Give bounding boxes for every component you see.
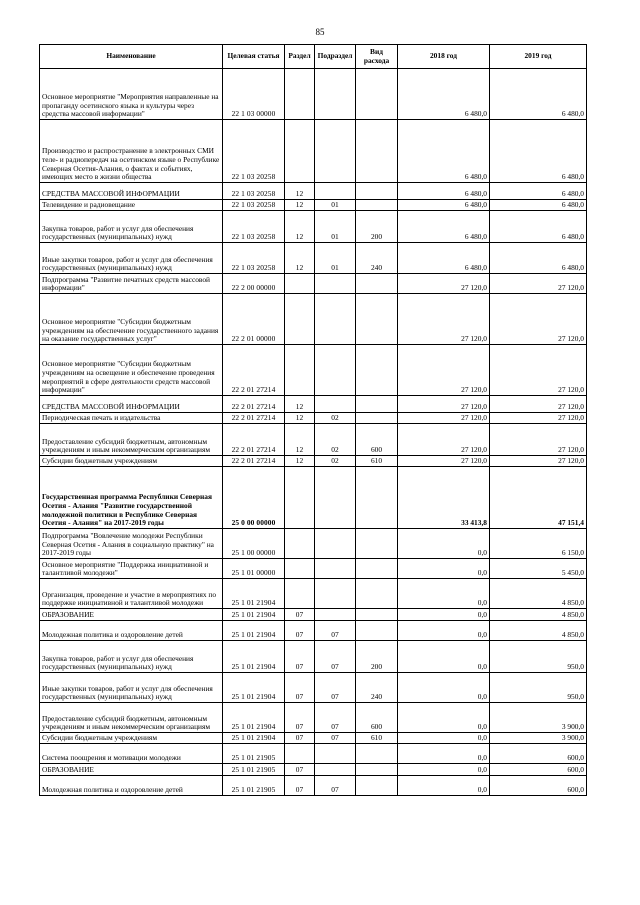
row-name: ОБРАЗОВАНИЕ <box>40 764 223 776</box>
row-subsection <box>315 744 356 764</box>
row-name: Организация, проведение и участие в мероприятиях по поддержке инициативной и талантливой молодежи <box>40 579 223 609</box>
row-target-article: 25 1 01 21904 <box>223 703 285 733</box>
row-name: Закупка товаров, работ и услуг для обеспечения государственных (муниципальных) нужд <box>40 641 223 673</box>
row-value-2019: 27 120,0 <box>490 413 587 424</box>
row-subsection: 02 <box>315 413 356 424</box>
row-section: 07 <box>285 641 315 673</box>
row-expense-type <box>356 467 398 529</box>
row-target-article: 25 1 01 00000 <box>223 559 285 579</box>
row-value-2018: 27 120,0 <box>398 456 490 467</box>
row-name: Подпрограмма "Развитие печатных средств массовой информации" <box>40 274 223 294</box>
row-subsection: 01 <box>315 200 356 211</box>
row-expense-type: 200 <box>356 641 398 673</box>
row-target-article: 25 1 01 21904 <box>223 609 285 621</box>
row-name: Молодежная политика и оздоровление детей <box>40 621 223 641</box>
row-section: 07 <box>285 673 315 703</box>
row-expense-type <box>356 609 398 621</box>
table-row <box>40 345 587 396</box>
row-value-2019: 27 120,0 <box>490 274 587 294</box>
header-year-2018: 2018 год <box>398 45 490 69</box>
row-value-2018: 6 480,0 <box>398 200 490 211</box>
row-name: Субсидии бюджетным учреждениям <box>40 733 223 744</box>
row-target-article: 22 2 00 00000 <box>223 274 285 294</box>
row-name: Телевидение и радиовещание <box>40 200 223 211</box>
row-target-article: 22 1 03 00000 <box>223 69 285 120</box>
row-expense-type: 600 <box>356 424 398 456</box>
row-value-2018: 6 480,0 <box>398 183 490 200</box>
row-expense-type <box>356 776 398 796</box>
row-target-article: 25 1 01 21904 <box>223 579 285 609</box>
row-name: Закупка товаров, работ и услуг для обеспечения государственных (муниципальных) нужд <box>40 211 223 243</box>
table-row <box>40 211 587 243</box>
table-row <box>40 703 587 733</box>
row-section: 07 <box>285 703 315 733</box>
row-target-article: 25 1 01 21905 <box>223 744 285 764</box>
row-subsection <box>315 559 356 579</box>
row-subsection <box>315 183 356 200</box>
row-value-2019: 600,0 <box>490 744 587 764</box>
row-section: 12 <box>285 183 315 200</box>
row-value-2019: 47 151,4 <box>490 467 587 529</box>
table-body <box>40 69 587 796</box>
row-name: ОБРАЗОВАНИЕ <box>40 609 223 621</box>
row-target-article: 22 2 01 00000 <box>223 294 285 345</box>
row-subsection <box>315 274 356 294</box>
table-row <box>40 579 587 609</box>
row-subsection: 07 <box>315 776 356 796</box>
row-section: 12 <box>285 424 315 456</box>
row-section: 12 <box>285 396 315 413</box>
row-target-article: 25 1 01 21904 <box>223 673 285 703</box>
row-expense-type <box>356 120 398 183</box>
budget-table <box>39 44 587 796</box>
row-target-article: 22 2 01 27214 <box>223 456 285 467</box>
row-value-2018: 0,0 <box>398 776 490 796</box>
row-name: Подпрограмма "Вовлечение молодежи Республики Северная Осетия - Алания в социальную практику" на 2017-2019 годы <box>40 529 223 559</box>
table-row <box>40 764 587 776</box>
row-section <box>285 274 315 294</box>
row-value-2018: 0,0 <box>398 733 490 744</box>
row-value-2019: 3 900,0 <box>490 733 587 744</box>
table-row <box>40 609 587 621</box>
row-value-2019: 600,0 <box>490 764 587 776</box>
row-name: Государственная программа Республики Северная Осетия - Алания "Развитие государственной молодежной политики в Республике Северная Осетия - Алания" на 2017-2019 годы <box>40 467 223 529</box>
row-section: 12 <box>285 456 315 467</box>
row-value-2018: 0,0 <box>398 621 490 641</box>
table-row <box>40 396 587 413</box>
table-row <box>40 200 587 211</box>
row-name: Иные закупки товаров, работ и услуг для обеспечения государственных (муниципальных) нужд <box>40 243 223 274</box>
row-name: Основное мероприятие "Поддержка инициативной и талантливой молодежи" <box>40 559 223 579</box>
row-target-article: 22 2 01 27214 <box>223 345 285 396</box>
row-expense-type <box>356 294 398 345</box>
row-subsection <box>315 609 356 621</box>
row-value-2018: 6 480,0 <box>398 243 490 274</box>
row-value-2019: 5 450,0 <box>490 559 587 579</box>
row-target-article: 22 2 01 27214 <box>223 424 285 456</box>
row-name: СРЕДСТВА МАССОВОЙ ИНФОРМАЦИИ <box>40 183 223 200</box>
table-header-row <box>40 45 587 69</box>
table-row <box>40 621 587 641</box>
row-value-2019: 4 850,0 <box>490 579 587 609</box>
row-value-2019: 27 120,0 <box>490 294 587 345</box>
row-target-article: 25 0 00 00000 <box>223 467 285 529</box>
row-expense-type <box>356 396 398 413</box>
table-row <box>40 183 587 200</box>
row-expense-type <box>356 529 398 559</box>
table-row <box>40 243 587 274</box>
row-subsection: 02 <box>315 456 356 467</box>
row-subsection <box>315 69 356 120</box>
row-section: 07 <box>285 609 315 621</box>
row-value-2018: 0,0 <box>398 703 490 733</box>
row-subsection <box>315 467 356 529</box>
row-section: 07 <box>285 776 315 796</box>
row-expense-type <box>356 200 398 211</box>
row-value-2018: 27 120,0 <box>398 424 490 456</box>
table-row <box>40 69 587 120</box>
row-section <box>285 467 315 529</box>
row-value-2018: 0,0 <box>398 559 490 579</box>
row-section <box>285 345 315 396</box>
row-name: Предоставление субсидий бюджетным, автономным учреждениям и иным некоммерческим организациям <box>40 424 223 456</box>
row-name: Предоставление субсидий бюджетным, автономным учреждениям и иным некоммерческим организациям <box>40 703 223 733</box>
row-expense-type: 240 <box>356 243 398 274</box>
row-expense-type: 610 <box>356 456 398 467</box>
table-row <box>40 456 587 467</box>
row-expense-type: 240 <box>356 673 398 703</box>
row-value-2018: 27 120,0 <box>398 396 490 413</box>
row-subsection: 07 <box>315 733 356 744</box>
row-value-2019: 6 480,0 <box>490 120 587 183</box>
table-row <box>40 744 587 764</box>
row-section <box>285 579 315 609</box>
row-value-2018: 0,0 <box>398 764 490 776</box>
row-section <box>285 69 315 120</box>
row-target-article: 25 1 01 21904 <box>223 641 285 673</box>
row-target-article: 22 1 03 20258 <box>223 183 285 200</box>
row-subsection <box>315 294 356 345</box>
row-value-2019: 6 480,0 <box>490 211 587 243</box>
row-expense-type <box>356 579 398 609</box>
row-name: Производство и распространение в электронных СМИ теле- и радиопередач на осетинском языке о Республике Северная Осетия-Алания, о фактах и событиях, имеющих место в жизни общества <box>40 120 223 183</box>
row-value-2019: 4 850,0 <box>490 621 587 641</box>
row-value-2018: 0,0 <box>398 673 490 703</box>
row-value-2018: 0,0 <box>398 529 490 559</box>
table-row <box>40 733 587 744</box>
row-value-2018: 6 480,0 <box>398 211 490 243</box>
row-subsection: 01 <box>315 243 356 274</box>
row-target-article: 22 2 01 27214 <box>223 413 285 424</box>
table-row <box>40 641 587 673</box>
row-name: Молодежная политика и оздоровление детей <box>40 776 223 796</box>
header-subsection: Подраздел <box>315 45 356 69</box>
row-subsection: 07 <box>315 673 356 703</box>
row-value-2019: 27 120,0 <box>490 456 587 467</box>
row-target-article: 22 1 03 20258 <box>223 243 285 274</box>
row-value-2018: 0,0 <box>398 609 490 621</box>
row-name: СРЕДСТВА МАССОВОЙ ИНФОРМАЦИИ <box>40 396 223 413</box>
row-value-2019: 4 850,0 <box>490 609 587 621</box>
header-target-article: Целевая статья <box>223 45 285 69</box>
row-value-2019: 6 480,0 <box>490 243 587 274</box>
row-target-article: 22 2 01 27214 <box>223 396 285 413</box>
row-section: 07 <box>285 733 315 744</box>
row-value-2018: 27 120,0 <box>398 413 490 424</box>
row-value-2018: 27 120,0 <box>398 345 490 396</box>
row-expense-type: 200 <box>356 211 398 243</box>
table-row <box>40 559 587 579</box>
row-subsection <box>315 764 356 776</box>
table-row <box>40 776 587 796</box>
table-row <box>40 120 587 183</box>
row-target-article: 25 1 01 21904 <box>223 733 285 744</box>
row-value-2019: 6 150,0 <box>490 529 587 559</box>
row-section: 07 <box>285 764 315 776</box>
row-value-2018: 0,0 <box>398 744 490 764</box>
row-target-article: 25 1 00 00000 <box>223 529 285 559</box>
row-section <box>285 120 315 183</box>
row-value-2019: 27 120,0 <box>490 345 587 396</box>
row-subsection: 07 <box>315 621 356 641</box>
page-number: 85 <box>315 27 325 37</box>
row-value-2019: 950,0 <box>490 641 587 673</box>
row-expense-type <box>356 559 398 579</box>
row-value-2019: 6 480,0 <box>490 183 587 200</box>
row-subsection: 02 <box>315 424 356 456</box>
row-value-2018: 6 480,0 <box>398 69 490 120</box>
row-expense-type <box>356 413 398 424</box>
row-value-2019: 6 480,0 <box>490 200 587 211</box>
row-target-article: 25 1 01 21904 <box>223 621 285 641</box>
row-value-2018: 27 120,0 <box>398 294 490 345</box>
row-value-2019: 27 120,0 <box>490 396 587 413</box>
row-section <box>285 744 315 764</box>
row-value-2018: 33 413,8 <box>398 467 490 529</box>
row-value-2018: 6 480,0 <box>398 120 490 183</box>
header-year-2019: 2019 год <box>490 45 587 69</box>
table-row <box>40 467 587 529</box>
row-target-article: 22 1 03 20258 <box>223 211 285 243</box>
row-value-2019: 950,0 <box>490 673 587 703</box>
row-expense-type <box>356 274 398 294</box>
row-value-2019: 600,0 <box>490 776 587 796</box>
row-subsection <box>315 579 356 609</box>
row-subsection: 07 <box>315 641 356 673</box>
row-expense-type <box>356 69 398 120</box>
row-name: Основное мероприятие "Субсидии бюджетным учреждениям на обеспечение государственного задания на оказание государственных услуг" <box>40 294 223 345</box>
row-expense-type <box>356 183 398 200</box>
row-section <box>285 529 315 559</box>
row-target-article: 25 1 01 21905 <box>223 764 285 776</box>
table-row <box>40 424 587 456</box>
row-expense-type <box>356 764 398 776</box>
row-subsection <box>315 120 356 183</box>
table-row <box>40 294 587 345</box>
row-section: 12 <box>285 200 315 211</box>
row-target-article: 25 1 01 21905 <box>223 776 285 796</box>
row-name: Система поощрения и мотивации молодежи <box>40 744 223 764</box>
row-expense-type <box>356 345 398 396</box>
row-name: Периодическая печать и издательства <box>40 413 223 424</box>
row-name: Иные закупки товаров, работ и услуг для обеспечения государственных (муниципальных) нужд <box>40 673 223 703</box>
row-expense-type: 600 <box>356 703 398 733</box>
row-value-2018: 0,0 <box>398 641 490 673</box>
row-expense-type <box>356 744 398 764</box>
table-row <box>40 673 587 703</box>
row-value-2018: 0,0 <box>398 579 490 609</box>
row-value-2018: 27 120,0 <box>398 274 490 294</box>
row-section: 12 <box>285 243 315 274</box>
row-value-2019: 6 480,0 <box>490 69 587 120</box>
row-name: Основное мероприятие "Субсидии бюджетным учреждениям на освещение и обеспечение проведения мероприятий в сфере деятельности средств массовой информации" <box>40 345 223 396</box>
row-expense-type <box>356 621 398 641</box>
row-section: 07 <box>285 621 315 641</box>
row-subsection <box>315 345 356 396</box>
row-expense-type: 610 <box>356 733 398 744</box>
row-subsection <box>315 529 356 559</box>
table-row <box>40 274 587 294</box>
row-subsection: 07 <box>315 703 356 733</box>
row-name: Субсидии бюджетным учреждениям <box>40 456 223 467</box>
row-name: Основное мероприятие "Мероприятия направленные на пропаганду осетинского языка и культуры через средства массовой информации" <box>40 69 223 120</box>
row-subsection <box>315 396 356 413</box>
row-target-article: 22 1 03 20258 <box>223 200 285 211</box>
table-row <box>40 529 587 559</box>
header-name: Наименование <box>40 45 223 69</box>
row-section: 12 <box>285 413 315 424</box>
row-value-2019: 27 120,0 <box>490 424 587 456</box>
row-value-2019: 3 900,0 <box>490 703 587 733</box>
row-section <box>285 294 315 345</box>
row-subsection: 01 <box>315 211 356 243</box>
table-row <box>40 413 587 424</box>
row-section <box>285 559 315 579</box>
header-expense-type: Вид расхода <box>356 45 398 69</box>
header-section: Раздел <box>285 45 315 69</box>
row-section: 12 <box>285 211 315 243</box>
row-target-article: 22 1 03 20258 <box>223 120 285 183</box>
